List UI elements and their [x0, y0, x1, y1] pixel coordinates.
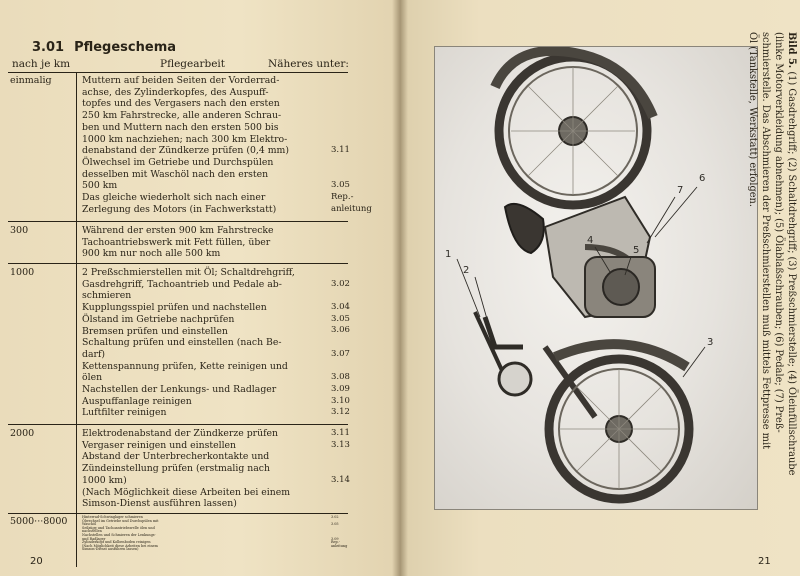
- table-row: Während der ersten 900 km Fahrstrecke Tachoantriebswerk mit Fett füllen, über 900 km nur noch alle 500 km: [82, 225, 274, 260]
- figure-label-2: 2: [463, 265, 470, 276]
- row-references: 3.02 3.05 3.09 Rep.- anleitung: [331, 515, 348, 548]
- column-divider: [76, 72, 77, 567]
- row-divider: [8, 263, 348, 264]
- row-interval-once: einmalig: [10, 75, 52, 86]
- row-references: 3.02 3.04 3.05 3.06 3.07 3.08 3.09 3.10 3.12: [331, 278, 350, 418]
- column-header-reference: Näheres unter:: [268, 58, 349, 70]
- column-header-work: Pflegearbeit: [160, 58, 226, 70]
- table-row: Elektrodenabstand der Zündkerze prüfen Vergaser reinigen und einstellen Abstand der Unterbrecherkontakte und Zündeinstellung prüfen (erstmalig nach 1000 km) (Nach Möglichkeit diese Arbeiten bei einem Simson-Dienst ausführen lassen): [82, 428, 291, 510]
- row-divider: [8, 424, 348, 425]
- figure-label-4: 4: [587, 235, 594, 246]
- caption-line-2: (linke Motorverkleidung abnehmen); (5) Ölablaßschrauben; (6) Pedale; (7) Preß-: [773, 32, 784, 433]
- moped-illustration: [435, 47, 757, 509]
- section-number: 3.01: [32, 40, 65, 55]
- row-interval-1000: 1000: [10, 267, 35, 278]
- page-number-left: 20: [30, 556, 43, 567]
- section-title: [32, 40, 176, 55]
- page-number-right: 21: [758, 556, 771, 567]
- moped-photo: [434, 46, 758, 510]
- figure-label-6: 6: [699, 173, 706, 184]
- book-gutter: [392, 0, 408, 576]
- caption-line-3: schmierstelle. Das Abschmieren der Preßschmierstellen muß mittels Fettpresse mit: [760, 32, 771, 450]
- figure-caption: [730, 32, 798, 552]
- row-references: 3.11 3.13 3.14: [331, 428, 350, 485]
- figure-label-1: 1: [445, 249, 452, 260]
- row-interval-300: 300: [10, 225, 29, 236]
- table-row: Hinterrad-Schwinglager schmieren Ölwechsel im Getriebe und Durchspülen mit Waschöl Seilzüge und Tachoantriebswelle ölen und nachstellen Nachstellen und Schmieren der Lenkungs- und Radlager Zylinderkopf und Kolbenboden reinigen (Nach Möglichkeit diese Arbeiten bei einem Simson-Dienst ausführen lassen): [82, 515, 159, 552]
- row-references: 3.11 3.05 Rep.- anleitung: [331, 145, 372, 214]
- table-row: Muttern auf beiden Seiten der Vorderrad- achse, des Zylinderkopfes, des Auspuff- topfes und des Vergasers nach den ersten 250 km Fahrstrecke, alle anderen Schrau- ben und Muttern nach den ersten 500 bis 1000 km nachziehen; nach 300 km Elektro- denabstand der Zündkerze prüfen (0,4 mm) Ölwechsel im Getriebe und Durchspülen desselben mit Waschöl nach den ersten 500 km Das gleiche wiederholt sich nach einer Zerlegung des Motors (in Fachwerkstatt): [82, 75, 289, 215]
- caption-title: Bild 5.: [786, 32, 797, 69]
- row-divider: [8, 221, 348, 222]
- row-divider: [8, 513, 348, 514]
- figure-label-3: 3: [707, 337, 714, 348]
- section-name: Pflegeschema: [74, 40, 177, 55]
- figure-label-5: 5: [633, 245, 640, 256]
- caption-line-4: Öl (Tankstelle, Werkstatt) erfolgen.: [747, 32, 758, 207]
- caption-line-1: (1) Gasdrehgriff; (2) Schaltdrehgriff; (3) Preßschmierstelle; (4) Öleinfüllschraube: [786, 71, 797, 476]
- row-interval-2000: 2000: [10, 428, 35, 439]
- header-rule: [8, 72, 348, 73]
- table-row: 2 Preßschmierstellen mit Öl; Schaltdrehgriff, Gasdrehgriff, Tachoantrieb und Pedale ab- schmieren Kupplungsspiel prüfen und nachstellen Ölstand im Getriebe nachprüfen Bremsen prüfen und einstellen Schaltung prüfen und einstellen (nach Be- darf) Kettenspannung prüfen, Kette reinigen und ölen Nachstellen der Lenkungs- und Radlager Auspuffanlage reinigen Luftfilter reinigen: [82, 267, 295, 419]
- figure-label-7: 7: [677, 185, 684, 196]
- row-interval-5000-8000: 5000···8000: [10, 516, 68, 527]
- column-header-interval: nach je km: [12, 58, 71, 70]
